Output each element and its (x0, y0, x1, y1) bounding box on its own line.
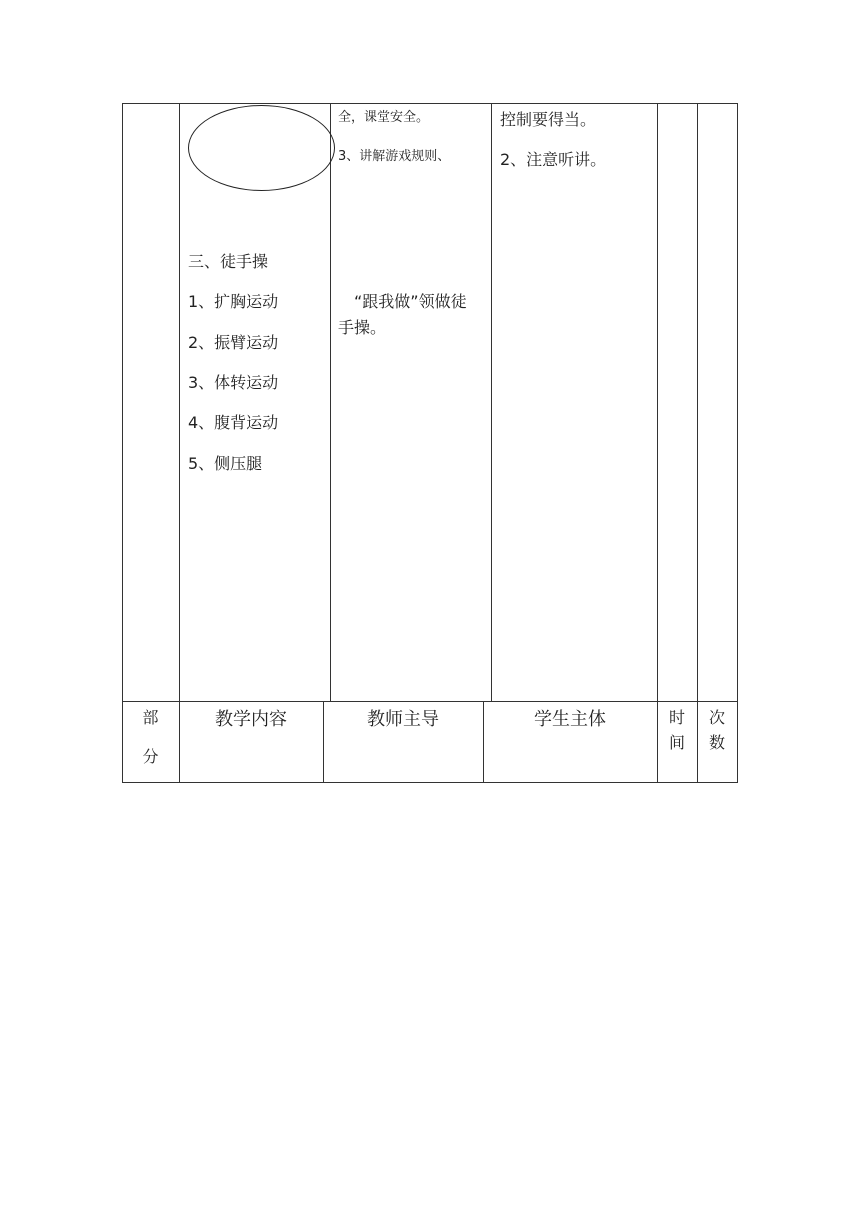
col-divider-part (179, 103, 180, 783)
table-left-border (122, 103, 123, 783)
content-item: 4、腹背运动 (188, 413, 279, 432)
col-divider-teacher-upper (491, 103, 492, 701)
teacher-text-line: 手操。 (338, 318, 387, 337)
col-divider-student (657, 103, 658, 783)
header-content: 教学内容 (215, 709, 287, 730)
header-part-bottom: 分 (142, 747, 159, 766)
content-item: 2、振臂运动 (188, 333, 279, 352)
header-part-top: 部 (142, 708, 159, 727)
teacher-text-line: 全，课堂安全。 (338, 110, 430, 125)
header-time-top: 时 (668, 708, 685, 727)
header-student: 学生主体 (534, 709, 606, 730)
content-heading: 三、徒手操 (188, 252, 269, 271)
teacher-text-line: “跟我做”领做徒 (354, 292, 467, 311)
student-text-line: 控制要得当。 (500, 110, 597, 129)
content-item: 3、体转运动 (188, 373, 279, 392)
table-right-border (737, 103, 738, 783)
formation-oval-shape (188, 105, 335, 191)
header-count-top: 次 (708, 708, 725, 727)
header-count-bottom: 数 (708, 733, 725, 752)
table-bottom-border (122, 782, 738, 783)
table-top-border (122, 103, 738, 104)
header-teacher: 教师主导 (367, 709, 439, 730)
teacher-text-line: 3、讲解游戏规则、 (338, 149, 451, 164)
content-item: 5、侧压腿 (188, 454, 263, 473)
col-divider-content-upper (330, 103, 331, 701)
col-divider-time (697, 103, 698, 783)
header-time-bottom: 间 (668, 733, 685, 752)
row-divider (122, 701, 738, 702)
student-text-line: 2、注意听讲。 (500, 150, 607, 169)
content-item: 1、扩胸运动 (188, 292, 279, 311)
